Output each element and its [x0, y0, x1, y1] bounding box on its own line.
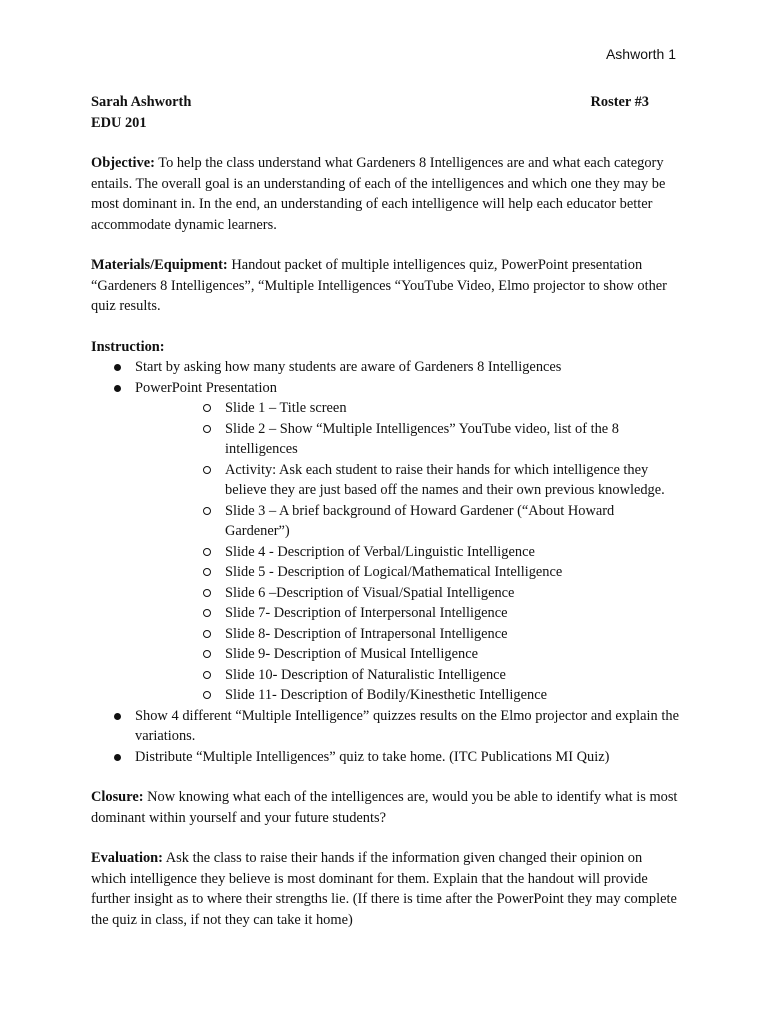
closure-section	[91, 787, 679, 828]
evaluation-text: Ask the class to raise their hands if the information given changed their opinion on which intelligence they believe is most dominant for them. Explain that the handout will provide further insight as to where their strengths lie. (If there is time after the PowerPoint they may complete the quiz in class, if not they can take it home)	[91, 850, 677, 928]
instruction-section	[91, 337, 679, 768]
evaluation-section	[91, 848, 679, 930]
author-row	[91, 92, 679, 113]
slide-item: Slide 9- Description of Musical Intelligence	[135, 644, 679, 665]
list-item: Start by asking how many students are aware of Gardeners 8 Intelligences	[91, 357, 679, 378]
objective-section	[91, 153, 679, 235]
evaluation-label: Evaluation:	[91, 850, 163, 866]
slide-item: Slide 7- Description of Interpersonal Intelligence	[135, 603, 679, 624]
closure-label: Closure:	[91, 789, 144, 805]
roster-number: Roster #3	[590, 94, 649, 110]
list-item: Show 4 different “Multiple Intelligence” quizzes results on the Elmo projector and explain the variations.	[91, 706, 679, 747]
slide-item: Slide 5 - Description of Logical/Mathematical Intelligence	[135, 562, 679, 583]
closure-text: Now knowing what each of the intelligences are, would you be able to identify what is most dominant within yourself and your future students?	[91, 789, 678, 826]
lesson-plan	[91, 92, 679, 930]
slide-item: Slide 11- Description of Bodily/Kinesthetic Intelligence	[135, 685, 679, 706]
materials-section	[91, 255, 679, 317]
followup-list	[91, 706, 679, 768]
course-code: EDU 201	[91, 114, 147, 131]
author-name: Sarah Ashworth	[91, 94, 192, 110]
slide-item: Slide 1 – Title screen	[135, 398, 679, 419]
materials-label: Materials/Equipment:	[91, 257, 228, 273]
list-item: Distribute “Multiple Intelligences” quiz to take home. (ITC Publications MI Quiz)	[91, 747, 679, 768]
objective-label: Objective:	[91, 155, 155, 171]
slide-item: Slide 10- Description of Naturalistic Intelligence	[135, 665, 679, 686]
instruction-list	[91, 357, 679, 706]
slide-item: Slide 4 - Description of Verbal/Linguistic Intelligence	[135, 542, 679, 563]
page-header: Ashworth 1	[605, 46, 676, 62]
slide-item: Slide 8- Description of Intrapersonal Intelligence	[135, 624, 679, 645]
slide-list	[135, 398, 679, 706]
slide-item: Slide 3 – A brief background of Howard Gardener (“About Howard Gardener”)	[135, 501, 679, 542]
instruction-label: Instruction:	[91, 338, 165, 355]
materials-text: Handout packet of multiple intelligences quiz, PowerPoint presentation “Gardeners 8 Intelligences”, “Multiple Intelligences “YouTube Video, Elmo projector to show other quiz results.	[91, 257, 667, 314]
slide-item: Activity: Ask each student to raise their hands for which intelligence they believe they are just based off the names and their own previous knowledge.	[135, 460, 679, 501]
objective-text: To help the class understand what Gardeners 8 Intelligences are and what each category entails. The overall goal is an understanding of each of the intelligences and which one they may be most dominant in. In the end, an understanding of each intelligence will help each educator better accommodate dynamic learners.	[91, 155, 666, 233]
slide-item: Slide 6 –Description of Visual/Spatial Intelligence	[135, 583, 679, 604]
list-item-label: PowerPoint Presentation	[135, 379, 277, 396]
list-item	[91, 378, 679, 706]
slide-item: Slide 2 – Show “Multiple Intelligences” YouTube video, list of the 8 intelligences	[135, 419, 679, 460]
